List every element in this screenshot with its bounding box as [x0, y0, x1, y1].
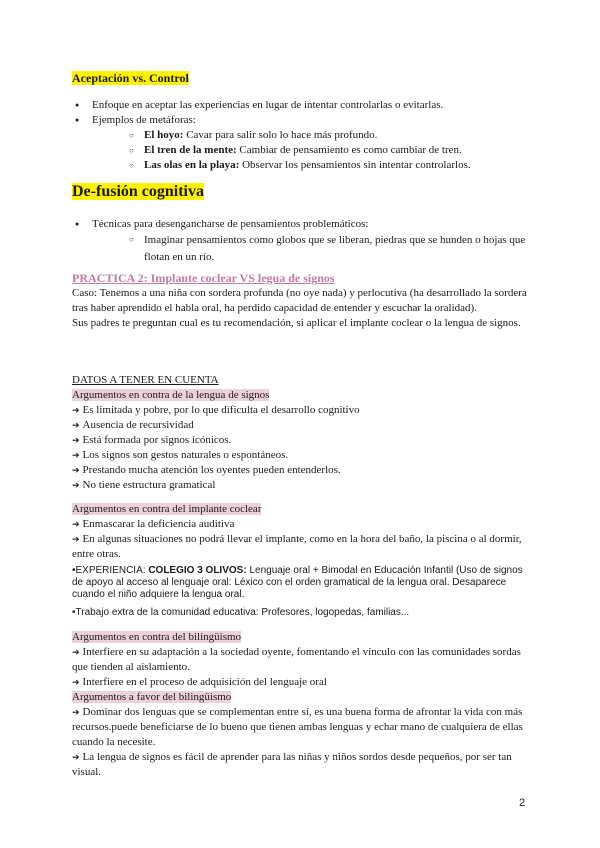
section-title-aceptacion: Aceptación vs. Control: [72, 71, 189, 85]
contra-signos-item: ➔ Está formada por signos icónicos.: [72, 433, 528, 448]
section-title-defusion: De-fusión cognitiva: [72, 183, 204, 200]
datos-section: [72, 373, 528, 493]
contra-bilinguismo-item: ➔ Interfiere en su adaptación a la sociedad oyente, fomentando el vínculo con las comunidades sordas que tienden al aislamiento.: [72, 645, 528, 675]
experiencia-paragraph: •EXPERIENCIA: COLEGIO 3 OLIVOS: Lenguaje oral + Bimodal en Educación Infantil (Uso de signos de apoyo al acceso al lenguaje oral: Léxico con el orden gramatical de la lengua oral. Desaparece cuando el niño adquiere la lengua oral.: [72, 565, 523, 600]
metaphor-item: ○ El hoyo: Cavar para salir solo lo hace más profundo.: [92, 128, 528, 143]
datos-heading: DATOS A TENER EN CUENTA: [72, 374, 219, 386]
trabajo-paragraph: •Trabajo extra de la comunidad educativa: Profesores, logopedas, familias...: [72, 607, 410, 618]
defusion-sublist: [92, 232, 528, 266]
contra-implante-section: [72, 502, 528, 562]
contra-implante-item: ➔ Enmascarar la deficiencia auditiva: [72, 517, 528, 532]
favor-bilinguismo-title: Argumentos a favor del bilingüismo: [72, 691, 232, 703]
contra-implante-title: Argumentos en contra del implante coclear: [72, 503, 262, 515]
practica-section: [72, 270, 528, 331]
list-item: ● Enfoque en aceptar las experiencias en lugar de intentar controlarlas o evitarlas.: [72, 98, 528, 113]
metaphor-item: ○ Las olas en la playa: Observar los pensamientos sin intentar controlarlos.: [92, 158, 528, 173]
metaphor-list: [92, 128, 528, 173]
practica-title: PRACTICA 2: Implante coclear VS legua de signos: [72, 271, 335, 285]
contra-implante-item: ➔ En algunas situaciones no podrá llevar el implante, como en la hora del baño, la piscina o al dormir, entre otras.: [72, 532, 528, 562]
defusion-list: [72, 217, 528, 266]
metaphor-item: ○ El tren de la mente: Cambiar de pensamiento es como cambiar de tren.: [92, 143, 528, 158]
favor-bilinguismo-item: ➔ Dominar dos lenguas que se complementan entre sí, es una buena forma de afrontar la vida con más recursos.puede beneficiarse de lo bueno que tienen ambas lenguas y echar mano de cualquiera de ellas cuando la necesite.: [72, 705, 528, 750]
aceptacion-list: [72, 98, 528, 173]
list-item: ● Técnicas para desengancharse de pensamientos problemáticos: ○ Imaginar pensamientos como globos que se liberan, piedras que se hunden o hojas que flotan en un río.: [72, 217, 528, 266]
caso-paragraph: Caso: Tenemos a una niña con sordera profunda (no oye nada) y perlocutiva (ha desarrollado la sordera tras haber aprendido el habla oral, ha perdido capacidad de entender y escuchar la oralidad).: [72, 287, 527, 314]
contra-bilinguismo-item: ➔ Interfiere en el proceso de adquisición del lenguaje oral: [72, 675, 528, 690]
favor-bilinguismo-item: ➔ La lengua de signos es fácil de aprender para las niñas y niños sordos desde pequeños, por ser tan visual.: [72, 750, 528, 780]
contra-signos-title: Argumentos en contra de la lengua de signos: [72, 389, 270, 401]
page-number: 2: [519, 797, 526, 809]
contra-signos-item: ➔ No tiene estructura gramatical: [72, 478, 528, 493]
list-item: ● Ejemplos de metáforas: ○ El hoyo: Cavar para salir solo lo hace más profundo. ○ El tren de la mente: Cambiar de pensamiento es como cambiar de tren. ○ Las olas en la playa: Observar los pensamientos sin intentar controlarlos.: [72, 113, 528, 173]
contra-bilinguismo-title: Argumentos en contra del bilingüismo: [72, 631, 242, 643]
contra-signos-item: ➔ Ausencia de recursividad: [72, 418, 528, 433]
defusion-subitem: ○ Imaginar pensamientos como globos que se liberan, piedras que se hunden o hojas que flotan en un río.: [92, 232, 528, 266]
bilinguismo-section: [72, 630, 528, 780]
padres-paragraph: Sus padres te preguntan cual es tu recomendación, si aplicar el implante coclear o la lengua de signos.: [72, 317, 521, 329]
contra-signos-item: ➔ Los signos son gestos naturales o espontáneos.: [72, 448, 528, 463]
contra-signos-item: ➔ Prestando mucha atención los oyentes pueden entenderlos.: [72, 463, 528, 478]
contra-signos-item: ➔ Es limitada y pobre, por lo que dificulta el desarrollo cognitivo: [72, 403, 528, 418]
